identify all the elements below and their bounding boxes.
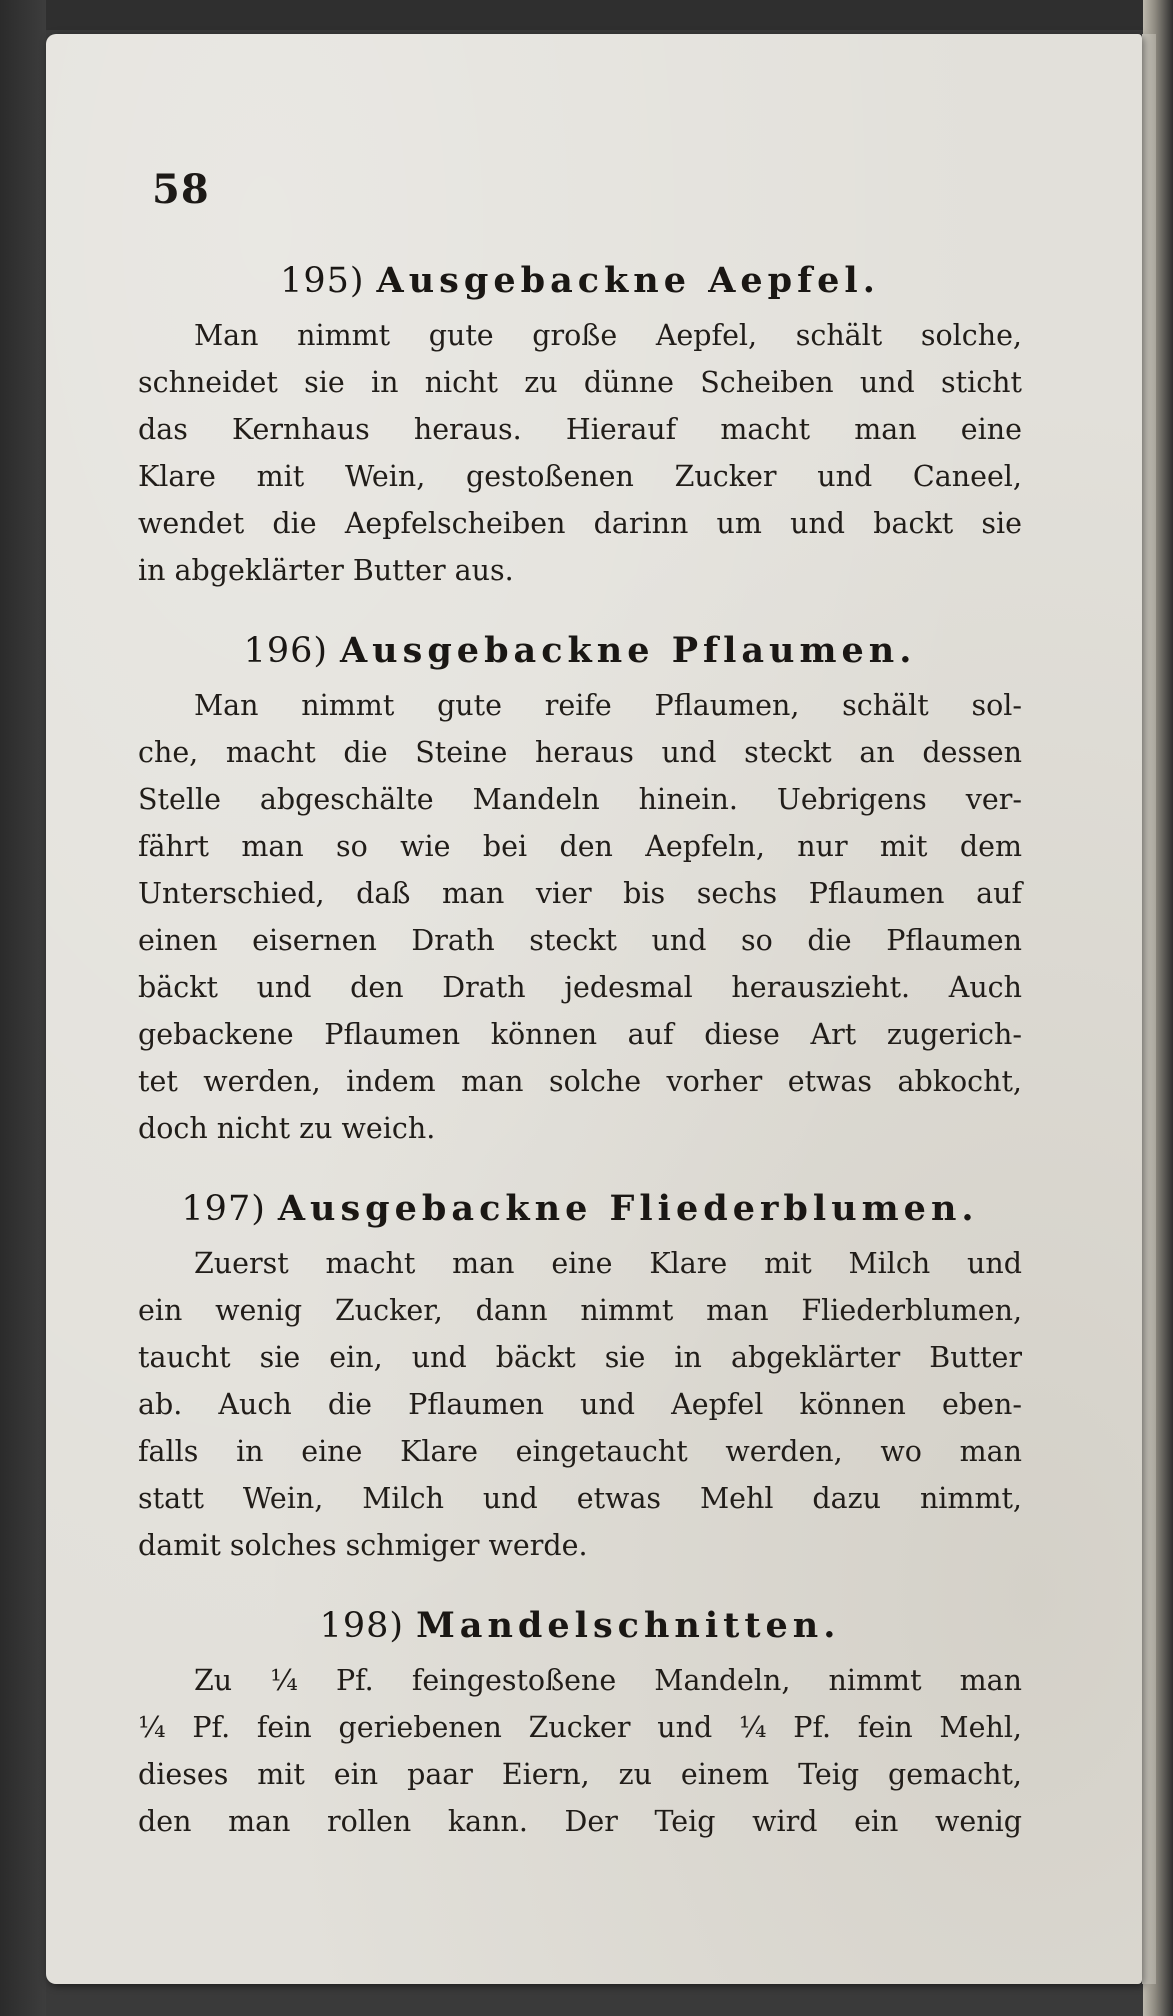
recipe-number: 195) xyxy=(280,261,365,301)
scan-background-top xyxy=(0,0,1173,30)
text-line: ¼ Pf. fein geriebenen Zucker und ¼ Pf. fein Mehl, xyxy=(138,1711,1022,1744)
text-line: fährt man so wie bei den Aepfeln, nur mit dem xyxy=(138,830,1022,863)
text-line: damit solches schmiger werde. xyxy=(138,1529,588,1562)
text-line: Zu ¼ Pf. feingestoßene Mandeln, nimmt man xyxy=(194,1664,1022,1697)
text-line: falls in eine Klare eingetaucht werden, wo man xyxy=(138,1435,1022,1468)
recipe-number: 196) xyxy=(243,631,329,671)
text-line: doch nicht zu weich. xyxy=(138,1112,436,1145)
recipe-title: Ausgebackne Fliederblumen. xyxy=(277,1188,979,1229)
text-line: dieses mit ein paar Eiern, zu einem Teig gemacht, xyxy=(138,1758,1022,1791)
text-line: schneidet sie in nicht zu dünne Scheiben und sticht xyxy=(138,366,1022,399)
text-line: ein wenig Zucker, dann nimmt man Fliederblumen, xyxy=(138,1294,1022,1327)
page-number: 58 xyxy=(152,166,210,213)
recipe-197 xyxy=(138,1178,1022,1569)
recipe-title: Ausgebackne Pflaumen. xyxy=(340,630,917,671)
text-line: den man rollen kann. Der Teig wird ein wenig xyxy=(138,1805,1022,1838)
text-line: wendet die Aepfelscheiben darinn um und backt sie xyxy=(138,507,1022,540)
recipe-number: 197) xyxy=(181,1189,266,1229)
recipe-title: Mandelschnitten. xyxy=(416,1605,841,1646)
text-line: gebackene Pflaumen können auf diese Art zugerich- xyxy=(138,1018,1022,1051)
text-line: einen eisernen Drath steckt und so die Pflaumen xyxy=(138,924,1022,957)
text-line: che, macht die Steine heraus und steckt an dessen xyxy=(138,736,1022,769)
text-line: Stelle abgeschälte Mandeln hinein. Uebrigens ver- xyxy=(138,783,1022,816)
text-line: Klare mit Wein, gestoßenen Zucker und Caneel, xyxy=(138,460,1022,493)
text-line: Unterschied, daß man vier bis sechs Pflaumen auf xyxy=(138,877,1022,910)
recipe-title: Ausgebackne Aepfel. xyxy=(376,260,880,301)
recipe-195 xyxy=(138,250,1022,594)
recipe-number: 198) xyxy=(319,1606,405,1646)
text-line: taucht sie ein, und bäckt sie in abgeklärter Butter xyxy=(138,1341,1022,1374)
scan-background-left xyxy=(0,0,46,2016)
text-line: Zuerst macht man eine Klare mit Milch und xyxy=(194,1247,1022,1280)
text-line: in abgeklärter Butter aus. xyxy=(138,554,514,587)
text-line: ab. Auch die Pflaumen und Aepfel können eben- xyxy=(138,1388,1022,1421)
text-line: tet werden, indem man solche vorher etwas abkocht, xyxy=(138,1065,1022,1098)
text-line: Man nimmt gute reife Pflaumen, schält sol- xyxy=(194,689,1022,722)
text-line: bäckt und den Drath jedesmal herauszieht. Auch xyxy=(138,971,1022,1004)
page-edge-strip xyxy=(1142,34,1156,1984)
text-line: statt Wein, Milch und etwas Mehl dazu nimmt, xyxy=(138,1482,1022,1515)
page-text xyxy=(138,150,1022,1845)
recipe-196 xyxy=(138,620,1022,1152)
recipe-198 xyxy=(138,1595,1022,1845)
recipe-heading xyxy=(138,1178,1022,1240)
recipe-heading xyxy=(138,620,1022,682)
recipe-heading xyxy=(138,1595,1022,1657)
text-line: das Kernhaus heraus. Hierauf macht man eine xyxy=(138,413,1022,446)
recipe-heading xyxy=(138,250,1022,312)
text-line: Man nimmt gute große Aepfel, schält solche, xyxy=(194,319,1022,352)
